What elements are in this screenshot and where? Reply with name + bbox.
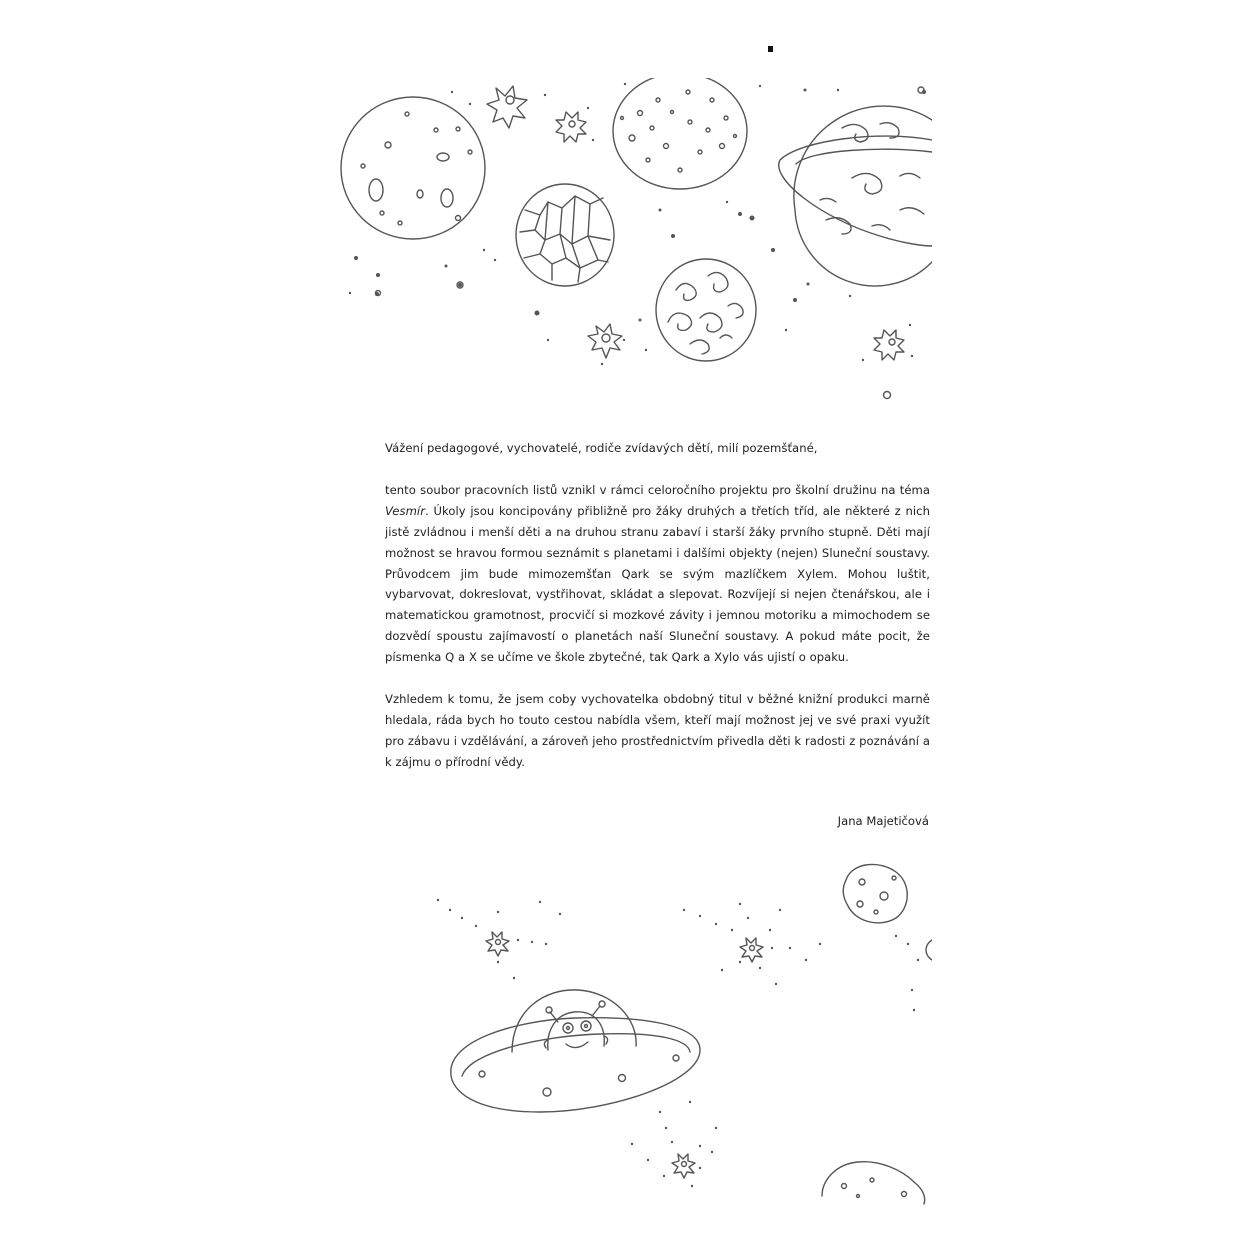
dotted-planet-icon: [613, 78, 747, 189]
star-icon: [556, 112, 586, 142]
asteroid-icon: [843, 864, 907, 922]
star-icon: [874, 330, 904, 360]
cracked-planet-icon: [516, 184, 614, 286]
letter-body: [385, 438, 930, 773]
asteroid-edge: [926, 940, 932, 960]
swirl-planet-icon: [656, 259, 756, 361]
stardust-dots: [437, 899, 919, 1187]
star-icon: [486, 932, 509, 956]
star-icon: [740, 938, 763, 962]
author-signature: Jana Majetičová: [837, 814, 929, 828]
scan-mark: [768, 46, 773, 52]
planets-illustration: [335, 78, 932, 408]
ringed-planet-icon: [779, 106, 932, 286]
letter-paragraph-1: [385, 480, 930, 668]
paragraph-1-intro: tento soubor pracovních listů vznikl v rámci celoročního projektu pro školní družinu na téma: [385, 482, 930, 497]
star-icon: [672, 1154, 695, 1178]
star-icon: [487, 86, 527, 128]
letter-paragraph-2: Vzhledem k tomu, že jsem coby vychovatelka obdobný titul v běžné knižní produkci marně hledala, ráda bych ho touto cestou nabídla všem, kteří mají možnost jej ve své praxi využít pro zábavu i vzdělávání, a zároveň jeho prostřednictvím přivedla děti k radosti z poznávání a k zájmu o přírodní vědy.: [385, 692, 930, 769]
letter-greeting: Vážení pedagogové, vychovatelé, rodiče zvídavých dětí, milí pozemšťané,: [385, 441, 818, 455]
ufo-illustration: [420, 855, 932, 1205]
topic-title: Vesmír: [385, 503, 426, 518]
cratered-planet-icon: [341, 97, 485, 239]
star-icon: [588, 324, 622, 358]
ufo-alien-icon: [451, 990, 700, 1112]
stardust-dots: [349, 78, 926, 365]
paragraph-1-body: . Úkoly jsou koncipovány přibližně pro žáky druhých a třetích tříd, ale některé z nich jistě zvládnou i menší děti a na druhou stranu zabaví i starší žáky prvního stupně. Děti mají možnost se hravou formou seznámit s planetami i dalšími objekty (nejen) Sluneční soustavy. Průvodcem jim bude mimozemšťan Qark se svým mazlíčkem Xylem. Mohou luštit, vybarvovat, dokreslovat, vystřihovat, skládat a slepovat. Rozvíjejí si nejen čtenářskou, ale i matematickou gramotnost, procvičí si mozkové závity i jemnou motoriku a mimochodem se dozvědí spoustu zajímavostí o planetách naší Sluneční soustavy. A pokud máte pocit, že písmenka Q a X se učíme ve škole zbytečné, tak Qark a Xylo vás ujistí o opaku.: [385, 503, 930, 665]
asteroid-icon: [822, 1162, 925, 1204]
